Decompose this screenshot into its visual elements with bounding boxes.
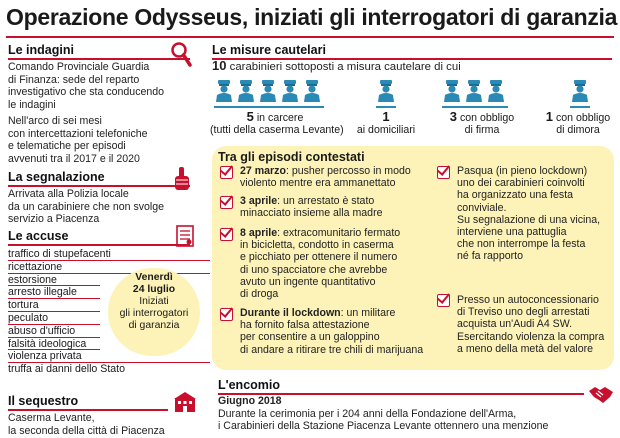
episode-line: Esercitando violenza la compra xyxy=(457,330,605,343)
indagini-title: Le indagini xyxy=(8,43,74,57)
misure-title: Le misure cautelari xyxy=(212,43,326,57)
segnalazione-line: servizio a Piacenza xyxy=(8,213,100,226)
episode-line: minacciato insieme alla madre xyxy=(240,207,383,220)
date-text: gli interrogatori xyxy=(119,308,189,319)
episode-lockdown xyxy=(240,307,450,356)
carabiniere-icon xyxy=(280,80,300,102)
accusa-item: falsità ideologica xyxy=(8,338,100,351)
episode-3-aprile xyxy=(240,195,435,219)
carabiniere-icon xyxy=(464,80,484,102)
carabiniere-icon xyxy=(236,80,256,102)
measure-label: ai domiciliari xyxy=(356,124,416,136)
accusa-item: arresto illegale xyxy=(8,286,100,299)
episode-date: 27 marzo xyxy=(240,165,286,177)
measure-num: 1 xyxy=(382,109,390,124)
episode-line: Pasqua (in pieno lockdown) xyxy=(457,165,588,177)
carabiniere-icon xyxy=(376,80,396,102)
carabiniere-icon xyxy=(570,80,590,102)
sequestro-underline xyxy=(8,409,168,411)
carabiniere-icon xyxy=(258,80,278,102)
indagini-line: Nell'arco di sei mesi xyxy=(8,115,102,127)
episode-line: : un militare xyxy=(340,307,396,319)
episode-line: uno dei carabinieri coinvolti xyxy=(457,177,585,190)
accusa-item: peculato xyxy=(8,312,100,325)
accuse-title: Le accuse xyxy=(8,229,69,243)
measure-label: di firma xyxy=(464,124,500,136)
indagini-line: e telematiche per episodi xyxy=(8,140,126,153)
accusa-item: estorsione xyxy=(8,274,100,287)
encomio-text xyxy=(218,395,614,433)
accusa-item: truffa ai danni dello Stato xyxy=(8,363,126,376)
checkmark-icon xyxy=(220,308,233,321)
officers-firma xyxy=(442,80,506,102)
misure-subtitle-text: carabinieri sottoposti a misura cautelare di cui xyxy=(229,61,461,73)
indagini-para1 xyxy=(8,61,208,111)
segnalazione-underline xyxy=(8,185,190,187)
episode-line: Presso un autoconcessionario xyxy=(457,294,599,306)
indagini-line: Comando Provinciale Guardia xyxy=(8,61,150,73)
episode-line: per consentire a un galoppino xyxy=(240,331,380,344)
measure-label: (tutti della caserma Levante) xyxy=(210,124,344,136)
measure-label: di dimora xyxy=(556,124,600,136)
bracket-carcere xyxy=(214,106,324,108)
checkmark-icon xyxy=(220,166,233,179)
episode-line: e picchiato per ottenere il numero xyxy=(240,251,398,264)
measure-num: 3 xyxy=(449,109,458,124)
date-text: Iniziati xyxy=(139,296,169,307)
misure-total: 10 xyxy=(212,58,227,73)
date-day: Venerdì xyxy=(135,272,173,283)
episode-line: di uno spacciatore che avrebbe xyxy=(240,263,388,276)
episodi-title: Tra gli episodi contestati xyxy=(218,150,365,164)
indagini-line: di Finanza: sede del reparto xyxy=(8,73,140,86)
episode-line: violento mentre era ammanettato xyxy=(240,177,396,190)
checkmark-icon xyxy=(220,196,233,209)
episode-line: di Treviso uno degli arrestati xyxy=(457,306,590,319)
measure-label: in carcere xyxy=(256,112,304,124)
measure-dimora xyxy=(538,111,618,136)
episode-line: né fa rapporto xyxy=(457,250,523,263)
episode-line: in bicicletta, condotto in caserma xyxy=(240,239,394,252)
measure-label: con obbligo xyxy=(555,112,611,124)
measure-num: 1 xyxy=(545,109,554,124)
episode-line: acquista un'Audi A4 SW. xyxy=(457,318,573,331)
accusa-item: violenza privata xyxy=(8,350,210,363)
indagini-line: investigativo che sta conducendo xyxy=(8,86,165,99)
segnalazione-text xyxy=(8,188,212,226)
episode-line: di andare a ritirare tre chili di marijuana xyxy=(240,343,424,356)
indagini-line: con intercettazioni telefoniche xyxy=(8,127,148,140)
episode-date: 3 aprile xyxy=(240,195,278,207)
episode-line: : un arrestato è stato xyxy=(277,195,375,207)
encomio-title: L'encomio xyxy=(218,378,281,392)
measure-firma xyxy=(436,111,528,136)
date-text: di garanzia xyxy=(128,320,180,331)
indagini-line: avvenuti tra il 2017 e il 2020 xyxy=(8,152,140,165)
accusa-item: ricettazione xyxy=(8,261,210,274)
officers-carcere xyxy=(214,80,322,102)
episode-line: interviene una pattuglia xyxy=(457,226,567,239)
accusa-item: traffico di stupefacenti xyxy=(8,248,210,261)
encomio-line: i Carabinieri della Stazione Piacenza Levante ottennero una menzione xyxy=(218,420,549,433)
episode-line: a meno della metà del valore xyxy=(457,342,594,355)
date-date: 24 luglio xyxy=(132,284,176,295)
episode-27-marzo xyxy=(240,165,435,189)
bracket-domiciliari xyxy=(376,106,396,108)
sequestro-title: Il sequestro xyxy=(8,394,79,408)
checkmark-icon xyxy=(437,294,450,307)
measure-num: 5 xyxy=(246,109,254,124)
episode-line: avuto un ingente quantitativo xyxy=(240,275,376,288)
episode-line: ha organizzato una festa xyxy=(457,189,574,202)
officers-domiciliari xyxy=(376,80,396,102)
episode-audi xyxy=(457,294,613,355)
accusa-item: abuso d'ufficio xyxy=(8,325,100,338)
bracket-dimora xyxy=(570,106,590,108)
episode-date: 8 aprile xyxy=(240,227,278,239)
episode-line: conviviale. xyxy=(457,201,507,214)
encomio-date: Giugno 2018 xyxy=(218,395,282,407)
segnalazione-line: da un carabiniere che non svolge xyxy=(8,200,165,213)
checkmark-icon xyxy=(220,228,233,241)
checkmark-icon xyxy=(437,166,450,179)
episode-line: Su segnalazione di una vicina, xyxy=(457,213,601,226)
measure-carcere xyxy=(210,109,344,136)
episode-line: di droga xyxy=(240,288,279,301)
bracket-firma xyxy=(442,106,508,108)
episode-line: : pusher percosso in modo xyxy=(285,165,411,177)
measure-domiciliari xyxy=(348,111,424,136)
page-title: Operazione Odysseus, iniziati gli interrogatori di garanzia xyxy=(6,4,618,30)
encomio-line: Durante la cerimonia per i 204 anni della Fondazione dell'Arma, xyxy=(218,407,517,420)
indagini-para2 xyxy=(8,115,208,165)
segnalazione-line: Arrivata alla Polizia locale xyxy=(8,188,129,200)
measure-label: con obbligo xyxy=(459,112,515,124)
indagini-underline xyxy=(8,58,190,60)
sequestro-line: Caserma Levante, xyxy=(8,412,95,424)
carabiniere-icon xyxy=(214,80,234,102)
episode-line: : extracomunitario fermato xyxy=(277,227,401,239)
episode-line: ha fornito falsa attestazione xyxy=(240,319,370,332)
indagini-line: le indagini xyxy=(8,98,56,111)
officers-dimora xyxy=(570,80,590,102)
carabiniere-icon xyxy=(302,80,322,102)
title-underline xyxy=(6,36,614,38)
episode-8-aprile xyxy=(240,227,440,300)
episode-pasqua xyxy=(457,165,613,263)
misure-subtitle xyxy=(212,60,461,74)
sequestro-text xyxy=(8,412,212,437)
episode-line: che non interrompe la festa xyxy=(457,238,586,251)
sequestro-line: la seconda della città di Piacenza xyxy=(8,424,165,437)
accuse-underline xyxy=(8,244,190,246)
episode-date: Durante il lockdown xyxy=(240,307,341,319)
carabiniere-icon xyxy=(442,80,462,102)
segnalazione-title: La segnalazione xyxy=(8,170,105,184)
date-callout xyxy=(108,268,200,356)
carabiniere-icon xyxy=(486,80,506,102)
accusa-item: tortura xyxy=(8,299,100,312)
